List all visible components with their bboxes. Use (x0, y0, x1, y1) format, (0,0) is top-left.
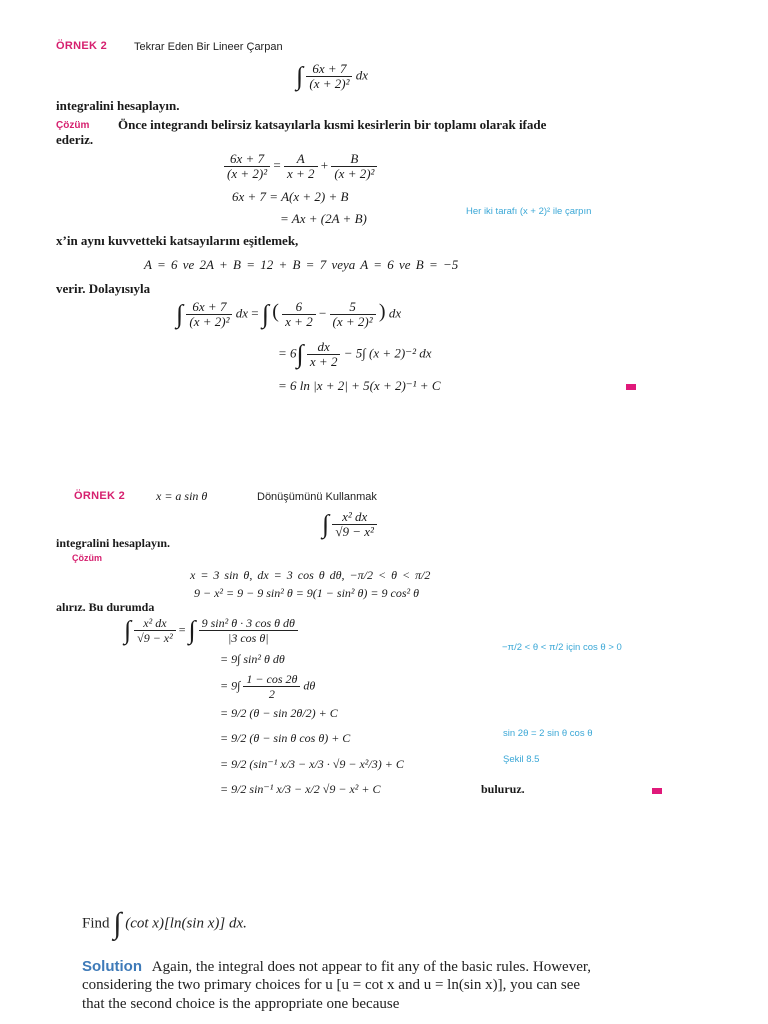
example-1-eq6: = 6∫ $\frac{dx}{x + 2}$ − 5∫ (x + 2)⁻² dx (278, 339, 432, 369)
example-1-eq5: ∫ $\frac{6x + 7}{\text{(x + 2)²}}$ dx = ∫ ( $\frac{6}{x + 2}$ − $\frac{5}{\text{(x + 2)²}}$ ) dx (176, 299, 402, 329)
example-2-integral: ∫ $\frac{\text{x² dx}}{\text{√9 − x²}}$ (322, 510, 377, 539)
example-2-step6: = 9/2 (sin⁻¹ x/3 − x/3 · √9 − x²/3) + C (220, 757, 404, 771)
example-2-solution-label: Çözüm (72, 553, 102, 563)
integral-numerator: 6x + 7 (306, 62, 352, 77)
example-3-solution-line-3: that the second choice is the appropriate one because (82, 996, 400, 1012)
integral-sign: ∫ (113, 907, 122, 940)
example-2-line2: 9 − x² = 9 − 9 sin² θ = 9(1 − sin² θ) = 9 cos² θ (194, 586, 419, 600)
example-3-integrand: (cot x)[ln(sin x)] dx. (125, 915, 247, 932)
example-1-solution-label: Çözüm (56, 120, 90, 131)
example-2-step2: = 9∫ sin² θ dθ (220, 652, 285, 666)
example-2-note-2: sin 2θ = 2 sin θ cos θ (503, 728, 593, 739)
example-1-integral (296, 62, 368, 91)
example-2-result-word: buluruz. (481, 782, 525, 796)
example-2-line1: x = 3 sin θ, dx = 3 cos θ dθ, −π/2 < θ < π/2 (190, 568, 431, 582)
example-2-step7: = 9/2 sin⁻¹ x/3 − x/2 √9 − x² + C (220, 782, 381, 796)
example-2-obtain-text: alırız. Bu durumda (56, 600, 155, 614)
example-2-step1: ∫ $\frac{\text{x² dx}}{\text{√9 − x²}}$ = ∫ $\frac{\text{9 sin² θ · 3 cos θ dθ}}{\text{|3 cos θ|}}$ (124, 616, 298, 645)
end-of-example-mark-2 (652, 788, 662, 794)
example-2-title: Dönüşümünü Kullanmak (257, 491, 377, 503)
example-1-coeff-text: x’in aynı kuvvetteki katsayılarını eşitlemek, (56, 233, 299, 248)
example-2-note-3: Şekil 8.5 (503, 754, 540, 765)
example-1-eq2: 6x + 7 = A(x + 2) + B (232, 189, 349, 204)
example-2-label: ÖRNEK 2 (74, 490, 125, 502)
example-2-step3: = 9∫ $\frac{1 - \cos 2\theta}{2}$ dθ (220, 672, 316, 701)
example-1-prompt: integralini hesaplayın. (56, 98, 180, 113)
integral-denominator: (x + 2)² (309, 76, 350, 91)
example-1-title: Tekrar Eden Bir Lineer Çarpan (134, 41, 283, 53)
example-2-prompt: integralini hesaplayın. (56, 536, 171, 550)
find-word: Find (82, 915, 110, 932)
end-of-example-mark (626, 384, 636, 390)
example-1-eq7: = 6 ln |x + 2| + 5(x + 2)⁻¹ + C (278, 378, 441, 393)
example-1-eq3: = Ax + (2A + B) (280, 211, 367, 226)
example-2-note-1: −π/2 < θ < π/2 için cos θ > 0 (502, 642, 622, 653)
example-2-step5: = 9/2 (θ − sin θ cos θ) + C (220, 731, 351, 745)
example-1-eq4: A = 6 ve 2A + B = 12 + B = 7 veya A = 6 ve B = −5 (144, 257, 459, 272)
example-1-solution-text-2: ederiz. (56, 132, 94, 147)
example-1-label: ÖRNEK 2 (56, 40, 107, 52)
example-3-solution-label: Solution (82, 958, 142, 975)
example-2-step4: = 9/2 (θ − sin 2θ/2) + C (220, 706, 338, 720)
example-1-gives-text: verir. Dolayısıyla (56, 281, 151, 296)
example-1-solution-text: Önce integrandı belirsiz katsayılarla kısmi kesirlerin bir toplamı olarak ifade (118, 117, 547, 132)
integral-sign: ∫ (296, 61, 304, 91)
example-1-note: Her iki tarafı (x + 2)² ile çarpın (466, 206, 592, 217)
example-3-solution-line-2: considering the two primary choices for u [u = cot x and u = ln(sin x)], you can see (82, 977, 581, 993)
example-2-title-math: x = a sin θ (156, 489, 208, 503)
example-3-solution-line-1: Solution Again, the integral does not appear to fit any of the basic rules. However, (82, 958, 592, 975)
integral-dx: dx (355, 67, 369, 83)
example-1-partial-fraction-eq: $\frac{6x + 7}{\text{(x + 2)²}}$ = $\frac{A}{x + 2}$ + $\frac{B}{\text{(x + 2)²}}$ (224, 152, 377, 181)
example-3-problem (82, 907, 247, 940)
